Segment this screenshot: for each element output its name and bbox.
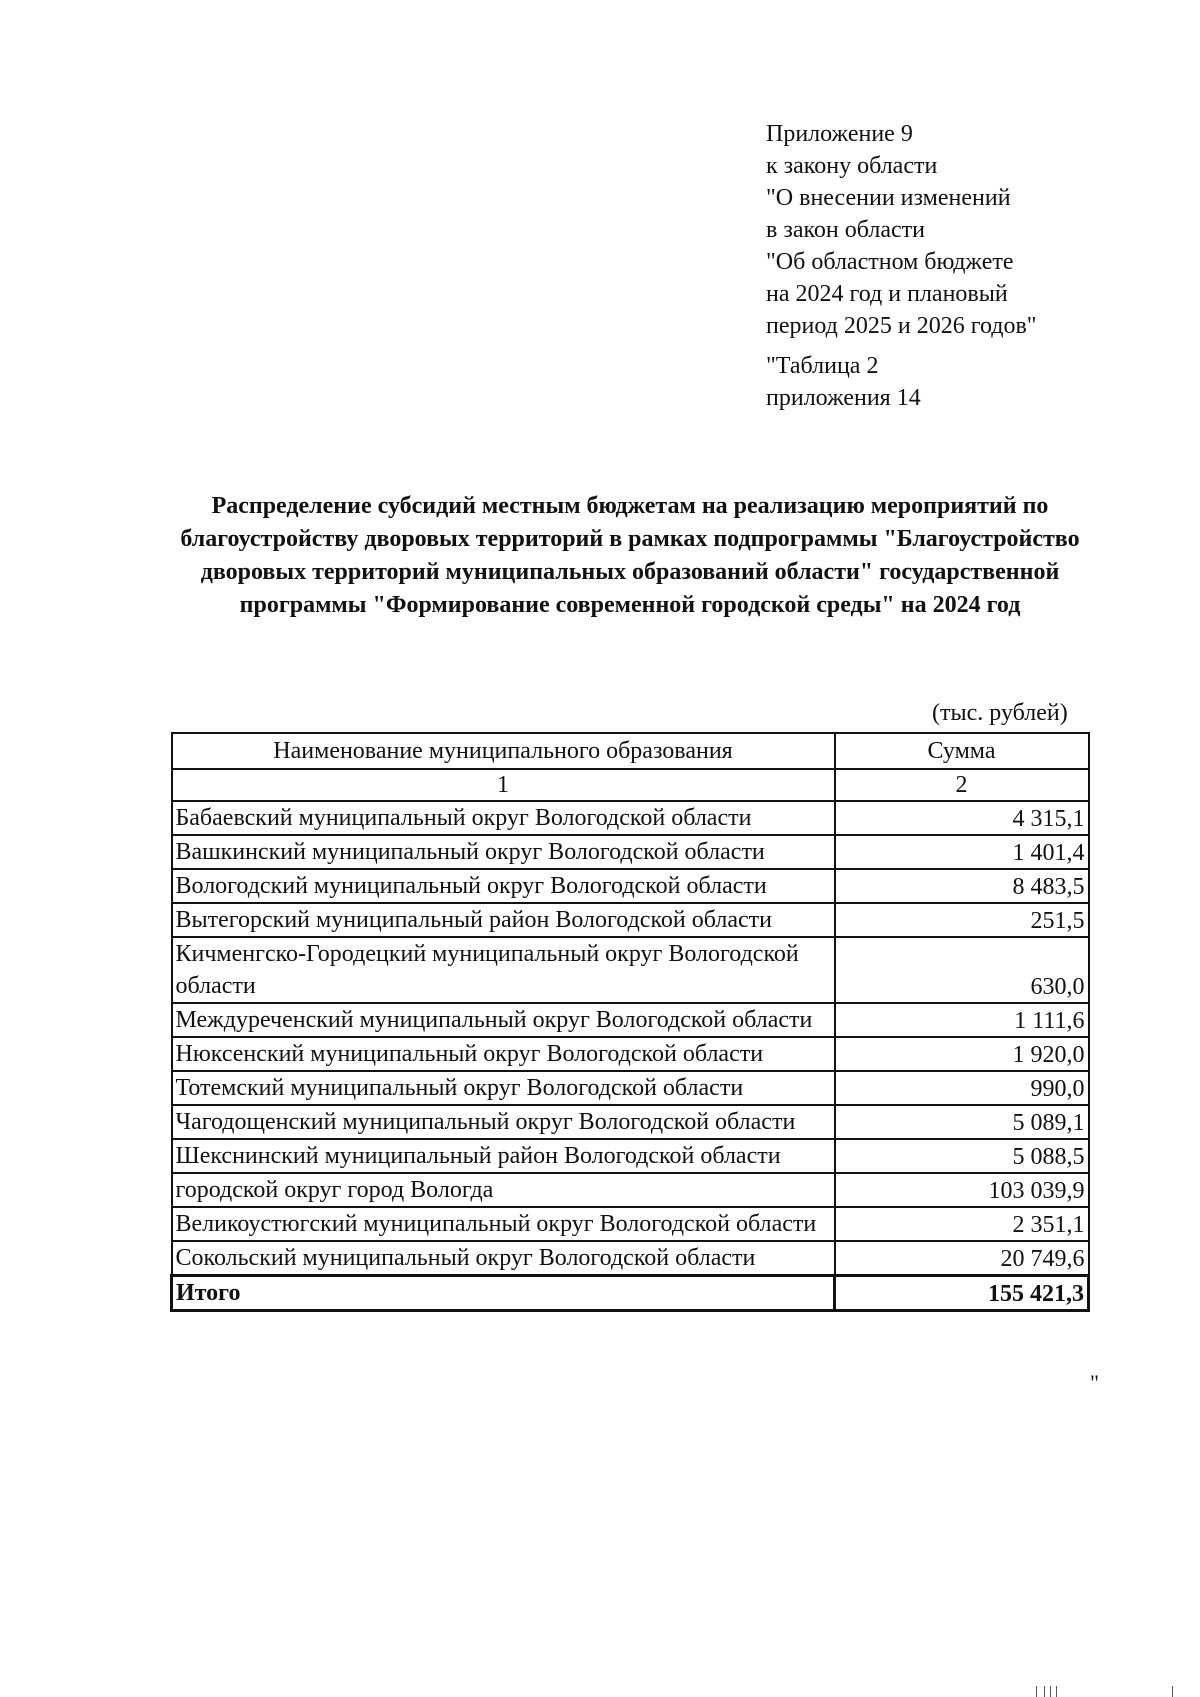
table-row [172,1173,1089,1207]
subsidy-amount: 20 749,6 [835,1241,1089,1276]
total-amount: 155 421,3 [835,1276,1089,1311]
total-row [172,1276,1089,1311]
appendix-line: "О внесении изменений [766,185,1011,211]
subsidy-amount: 990,0 [835,1071,1089,1105]
document-title: Распределение субсидий местным бюджетам на реализацию мероприятий по благоустройству дворовых территорий в рамках подпрограммы "Благоустройство дворовых территорий муниципальных образований области" государственной программы "Формирование современной городской среды" на 2024 год [180,493,1080,618]
table-row [172,903,1089,937]
column-number-row [172,769,1089,801]
table-row [172,1037,1089,1071]
table-row [172,1241,1089,1276]
table-row [172,937,1089,1003]
appendix-line: период 2025 и 2026 годов" [766,313,1037,339]
table-row [172,1207,1089,1241]
table-row [172,1003,1089,1037]
subsidy-amount: 1 401,4 [835,835,1089,869]
subsidy-amount: 251,5 [835,903,1089,937]
appendix-line: в закон области [766,217,925,243]
subsidy-amount: 5 088,5 [835,1139,1089,1173]
subsidy-amount: 8 483,5 [835,869,1089,903]
subsidy-amount: 2 351,1 [835,1207,1089,1241]
total-label: Итого [172,1276,835,1311]
column-header-amount: Сумма [835,733,1089,769]
table-row [172,869,1089,903]
table-reference-line: "Таблица 2 [766,353,879,379]
closing-quote: " [1090,1370,1099,1395]
municipality-name: Тотемский муниципальный округ Вологодской области [172,1071,835,1105]
table-row [172,1105,1089,1139]
table-row [172,1071,1089,1105]
municipality-name: Сокольский муниципальный округ Вологодской области [172,1241,835,1276]
municipality-name: Шекснинский муниципальный район Вологодской области [172,1139,835,1173]
table-row [172,801,1089,835]
appendix-line: к закону области [766,153,938,179]
subsidy-table [170,732,1090,1312]
municipality-name: городской округ город Вологда [172,1173,835,1207]
municipality-name: Междуреченский муниципальный округ Вологодской области [172,1003,835,1037]
column-number: 2 [835,769,1089,801]
municipality-name: Вологодский муниципальный округ Вологодской области [172,869,835,903]
header-row [172,733,1089,769]
appendix-line: на 2024 год и плановый [766,281,1008,307]
subsidy-amount: 1 111,6 [835,1003,1089,1037]
subsidy-amount: 5 089,1 [835,1105,1089,1139]
municipality-name: Бабаевский муниципальный округ Вологодской области [172,801,835,835]
scan-edge-marks [1036,1684,1176,1697]
appendix-line: "Об областном бюджете [766,249,1014,275]
table-reference-line: приложения 14 [766,385,921,411]
subsidy-amount: 103 039,9 [835,1173,1089,1207]
column-header-name: Наименование муниципального образования [172,733,835,769]
appendix-line: Приложение 9 [766,121,913,147]
table-row [172,1139,1089,1173]
subsidy-amount: 630,0 [835,937,1089,1003]
column-number: 1 [172,769,835,801]
municipality-name: Кичменгско-Городецкий муниципальный округ Вологодской области [172,937,835,1003]
municipality-name: Великоустюгский муниципальный округ Вологодской области [172,1207,835,1241]
appendix-header [766,118,1146,414]
table-row [172,835,1089,869]
units-label: (тыс. рублей) [932,700,1068,726]
municipality-name: Вытегорский муниципальный район Вологодской области [172,903,835,937]
municipality-name: Вашкинский муниципальный округ Вологодской области [172,835,835,869]
municipality-name: Чагодощенский муниципальный округ Вологодской области [172,1105,835,1139]
municipality-name: Нюксенский муниципальный округ Вологодской области [172,1037,835,1071]
subsidy-amount: 4 315,1 [835,801,1089,835]
subsidy-amount: 1 920,0 [835,1037,1089,1071]
